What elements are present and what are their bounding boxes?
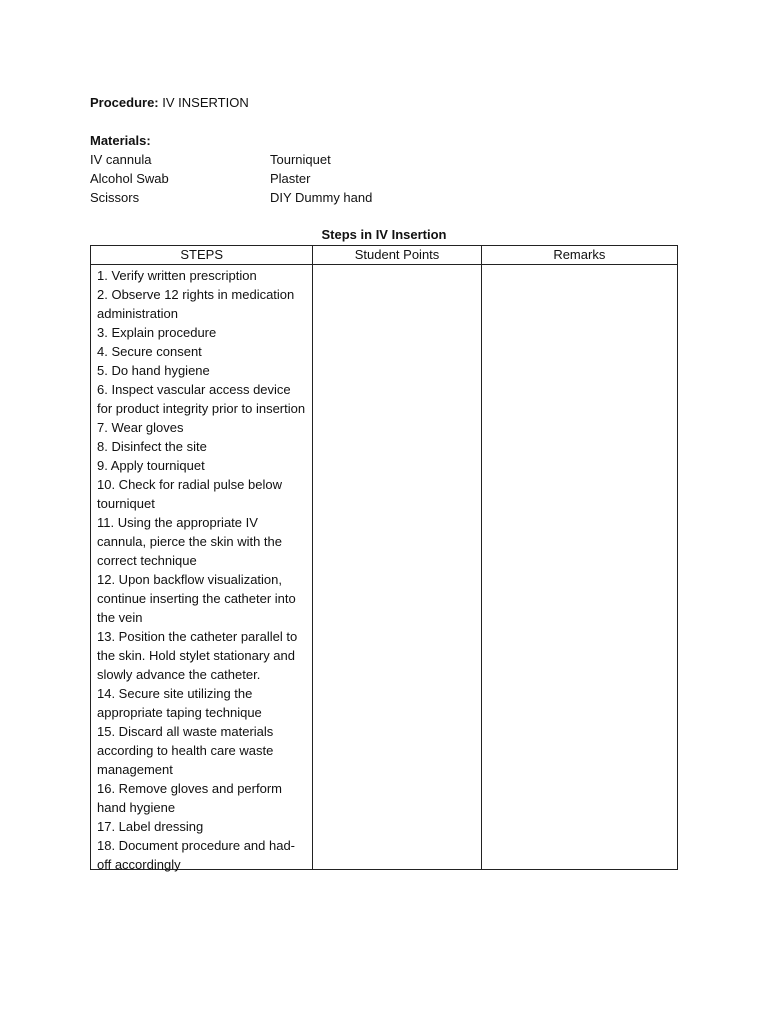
material-item: Plaster — [270, 171, 311, 186]
column-header-steps: STEPS — [91, 246, 313, 265]
step-item: 10. Check for radial pulse below tourniquet — [97, 477, 282, 511]
procedure-line — [90, 94, 249, 112]
steps-list — [91, 265, 312, 872]
step-item: 5. Do hand hygiene — [97, 363, 210, 378]
material-item: Scissors — [90, 190, 140, 205]
step-item: 2. Observe 12 rights in medication administration — [97, 287, 295, 321]
column-header-remarks: Remarks — [481, 246, 677, 265]
remarks-cell[interactable] — [481, 265, 677, 870]
step-item: 11. Using the appropriate IV cannula, pierce the skin with the correct technique — [97, 515, 282, 568]
step-item: 3. Explain procedure — [97, 325, 217, 340]
material-item: Alcohol Swab — [90, 171, 169, 186]
step-item: 15. Discard all waste materials according to health care waste management — [97, 724, 274, 777]
step-item: 18. Document procedure and had-off accordingly — [97, 838, 296, 872]
column-header-student-points: Student Points — [313, 246, 481, 265]
step-item: 6. Inspect vascular access device for product integrity prior to insertion — [97, 382, 306, 416]
step-item: 17. Label dressing — [97, 819, 204, 834]
step-item: 1. Verify written prescription — [97, 268, 257, 283]
step-item: 4. Secure consent — [97, 344, 202, 359]
student-points-cell[interactable] — [313, 265, 481, 870]
materials-heading: Materials: — [90, 133, 151, 148]
steps-cell — [91, 265, 313, 870]
step-item: 13. Position the catheter parallel to the skin. Hold stylet stationary and slowly advance the catheter. — [97, 629, 298, 682]
procedure-value: IV INSERTION — [162, 95, 249, 110]
table-header-row — [91, 246, 678, 265]
step-item: 16. Remove gloves and perform hand hygiene — [97, 781, 282, 815]
material-item: Tourniquet — [270, 152, 331, 167]
step-item: 8. Disinfect the site — [97, 439, 207, 454]
table-row — [91, 265, 678, 870]
step-item: 12. Upon backflow visualization, continue inserting the catheter into the vein — [97, 572, 296, 625]
step-item: 14. Secure site utilizing the appropriate taping technique — [97, 686, 262, 720]
materials-list — [90, 150, 470, 207]
step-item: 9. Apply tourniquet — [97, 458, 205, 473]
procedure-label: Procedure: — [90, 95, 159, 110]
step-item: 7. Wear gloves — [97, 420, 184, 435]
steps-table — [90, 245, 678, 870]
table-title: Steps in IV Insertion — [321, 227, 447, 242]
material-item: DIY Dummy hand — [270, 190, 373, 205]
material-item: IV cannula — [90, 152, 152, 167]
